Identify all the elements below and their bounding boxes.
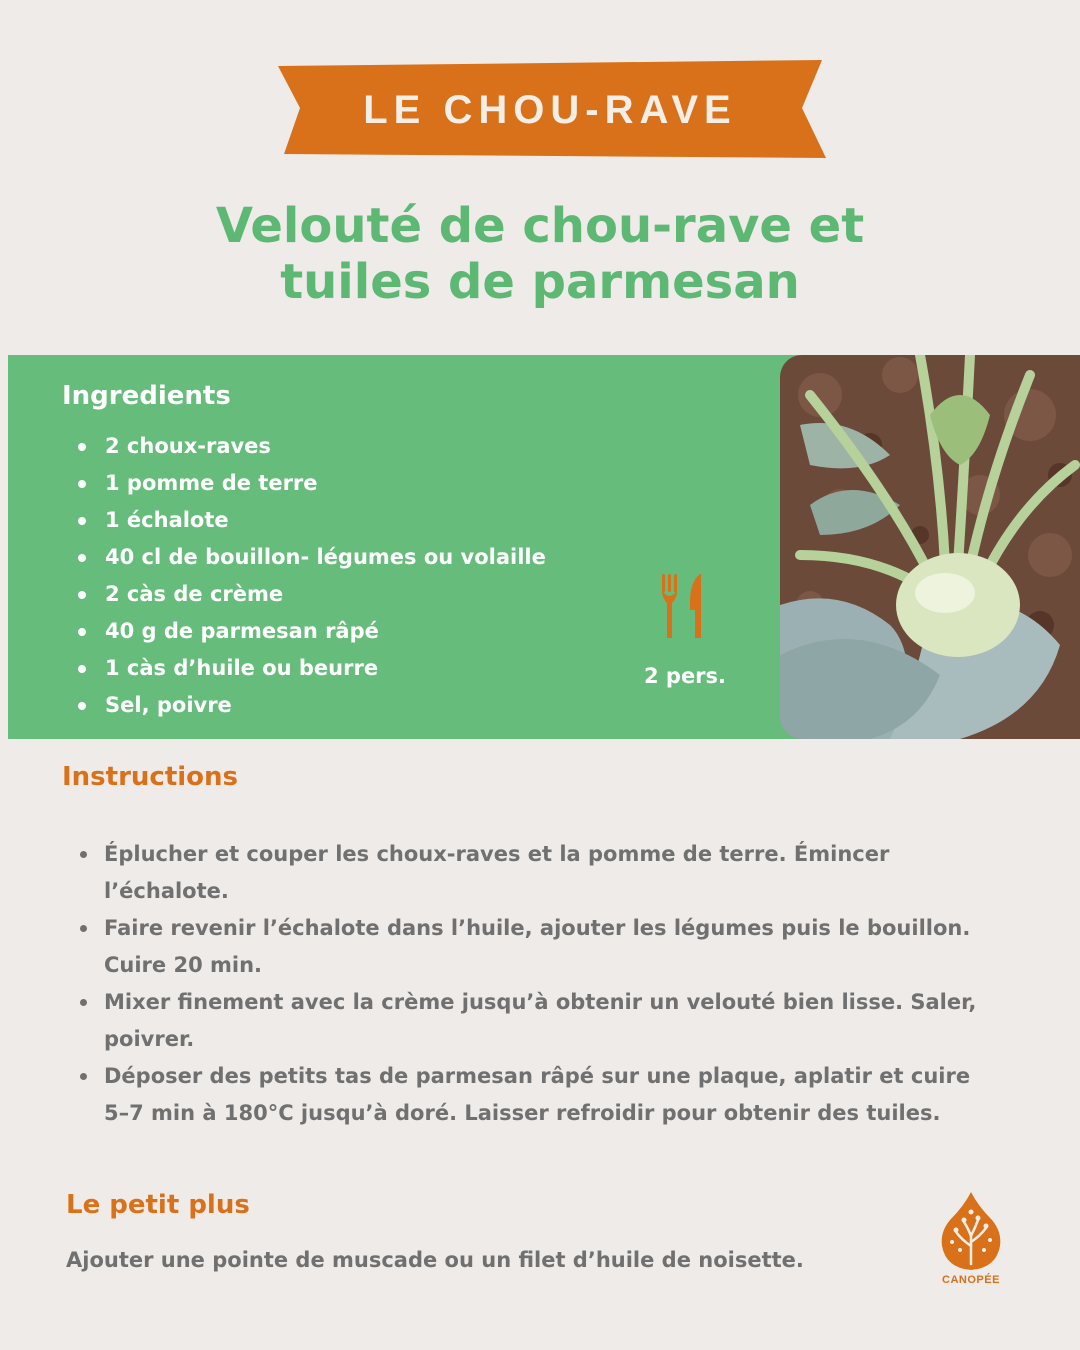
banner-label: LE CHOU-RAVE bbox=[363, 87, 737, 132]
canopee-logo bbox=[938, 1190, 1004, 1290]
instruction-step bbox=[78, 984, 998, 1058]
bullet bbox=[78, 665, 86, 673]
ingredient-item bbox=[78, 687, 546, 724]
step-line: Éplucher et couper les choux-raves et la pomme de terre. Émincer bbox=[104, 842, 890, 866]
bullet bbox=[80, 999, 87, 1006]
ingredient-label: 2 càs de crème bbox=[105, 582, 284, 606]
ingredient-label: 40 cl de bouillon- légumes ou volaille bbox=[105, 545, 546, 569]
step-line: Faire revenir l’échalote dans l’huile, ajouter les légumes puis le bouillon. bbox=[104, 916, 971, 940]
instruction-step bbox=[78, 836, 998, 910]
ingredient-label: Sel, poivre bbox=[105, 693, 232, 717]
fork-knife-icon bbox=[660, 572, 706, 644]
step-line: Cuire 20 min. bbox=[104, 953, 263, 977]
bullet bbox=[80, 925, 87, 932]
bullet bbox=[80, 851, 87, 858]
ingredient-item bbox=[78, 539, 546, 576]
instruction-step bbox=[78, 910, 998, 984]
tip-text: Ajouter une pointe de muscade ou un filet d’huile de noisette. bbox=[66, 1248, 804, 1272]
ingredient-item bbox=[78, 428, 546, 465]
ingredient-item bbox=[78, 576, 546, 613]
bullet bbox=[78, 517, 86, 525]
step-line: Déposer des petits tas de parmesan râpé sur une plaque, aplatir et cuire bbox=[104, 1064, 971, 1088]
logo-wordmark: CANOPÉE bbox=[942, 1274, 1000, 1286]
instructions-list bbox=[78, 836, 998, 1132]
ingredient-label: 1 échalote bbox=[105, 508, 229, 532]
bullet bbox=[78, 480, 86, 488]
kohlrabi-photo bbox=[780, 355, 1080, 739]
tip-heading: Le petit plus bbox=[66, 1190, 250, 1220]
ingredient-item bbox=[78, 465, 546, 502]
instruction-step bbox=[78, 1058, 998, 1132]
ingredients-heading: Ingredients bbox=[62, 381, 231, 411]
bullet bbox=[78, 702, 86, 710]
recipe-title-line-1: Velouté de chou-rave et bbox=[215, 198, 865, 254]
step-line: poivrer. bbox=[104, 1027, 195, 1051]
bullet bbox=[78, 554, 86, 562]
bullet bbox=[78, 591, 86, 599]
recipe-title bbox=[0, 198, 1080, 310]
servings-label: 2 pers. bbox=[643, 664, 727, 688]
ingredient-item bbox=[78, 613, 546, 650]
recipe-title-line-2: tuiles de parmesan bbox=[280, 254, 800, 310]
bullet bbox=[80, 1073, 87, 1080]
ingredients-list bbox=[78, 428, 546, 724]
ingredient-label: 2 choux-raves bbox=[105, 434, 271, 458]
ingredient-label: 40 g de parmesan râpé bbox=[105, 619, 379, 643]
ingredient-item bbox=[78, 502, 546, 539]
ingredient-item bbox=[78, 650, 546, 687]
header-banner bbox=[270, 60, 830, 160]
instructions-heading: Instructions bbox=[62, 762, 239, 792]
tree-drop-icon bbox=[938, 1190, 1004, 1274]
bullet bbox=[78, 628, 86, 636]
ingredient-label: 1 pomme de terre bbox=[105, 471, 318, 495]
bullet bbox=[78, 443, 86, 451]
step-line: l’échalote. bbox=[104, 879, 229, 903]
ingredient-label: 1 càs d’huile ou beurre bbox=[105, 656, 379, 680]
step-line: Mixer finement avec la crème jusqu’à obtenir un velouté bien lisse. Saler, bbox=[104, 990, 977, 1014]
step-line: 5–7 min à 180°C jusqu’à doré. Laisser refroidir pour obtenir des tuiles. bbox=[104, 1101, 941, 1125]
